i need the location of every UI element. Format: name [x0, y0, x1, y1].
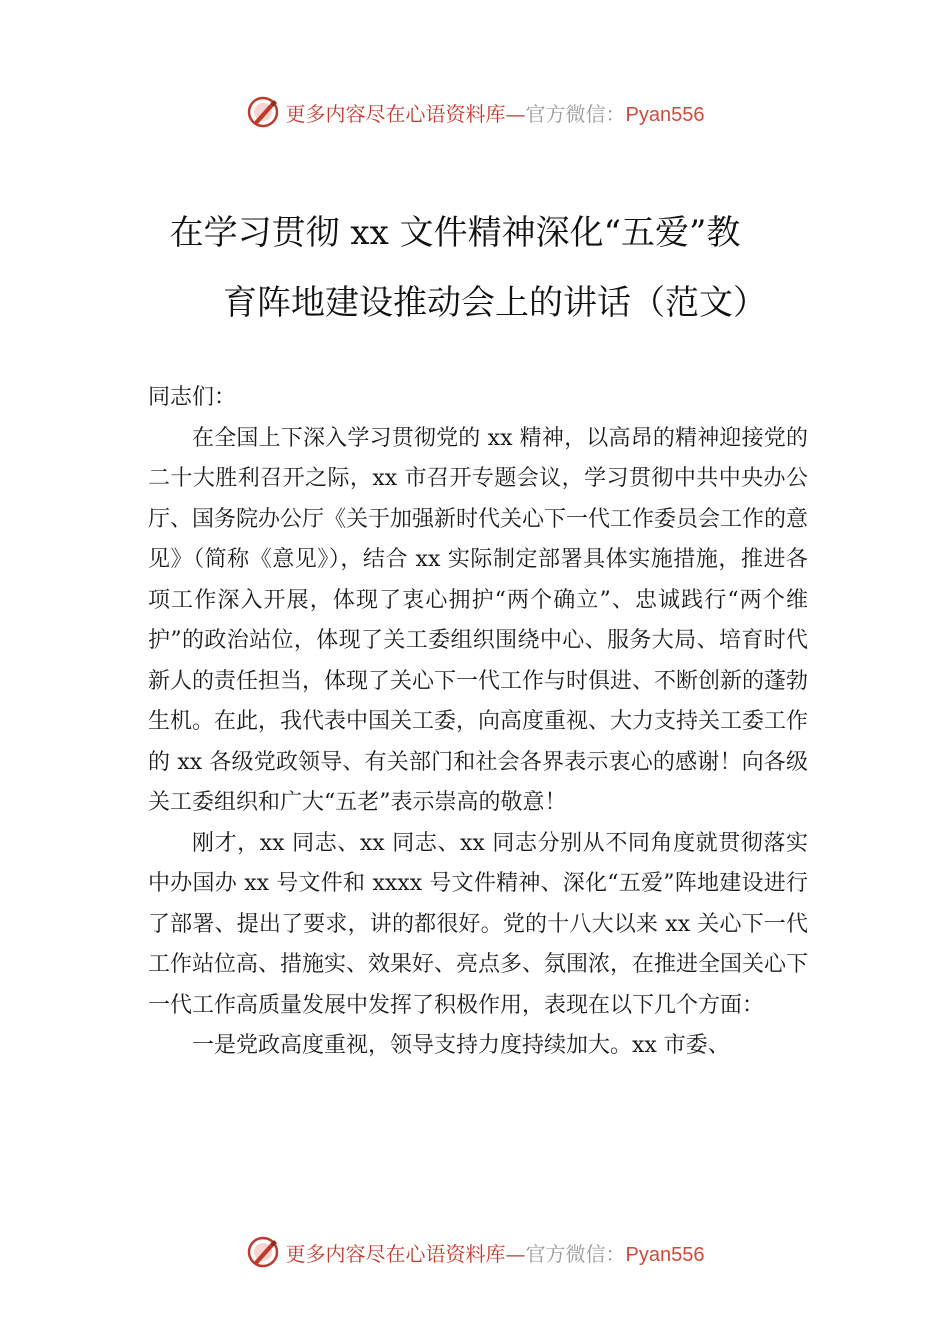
title-line-2: 育阵地建设推动会上的讲话（范文） [223, 283, 767, 323]
header-banner [0, 92, 950, 132]
banner-text [286, 98, 705, 127]
banner-wechat-label: 官方微信： [525, 1241, 626, 1266]
paragraph-1: 在全国上下深入学习贯彻党的 xx 精神，以高昂的精神迎接党的二十大胜利召开之际，xx 市召开专题会议，学习贯彻中共中央办公厅、国务院办公厅《关于加强新时代关心下一代工作委员会工作的意见》（简称《意见》），结合 xx 实际制定部署具体实施措施，推进各项工作深入开展，体现了衷心拥护“两个确立”、忠诚践行“两个维护”的政治站位，体现了关工委组织围绕中心、服务大局、培育时代新人的责任担当，体现了关心下一代工作与时俱进、不断创新的蓬勃生机。在此，我代表中国关工委，向高度重视、大力支持关工委工作的 xx 各级党政领导、有关部门和社会各界表示衷心的感谢！向各级关工委组织和广大“五老”表示崇高的敬意！ [148, 425, 809, 815]
document-body [148, 378, 808, 1067]
banner-text [286, 1238, 705, 1267]
banner-wechat-id: Pyan556 [625, 1243, 705, 1266]
banner-site-name: 更多内容尽在心语资料库 [285, 1241, 506, 1266]
pen-seal-logo-icon [246, 95, 280, 129]
title-line-1: 在学习贯彻 xx 文件精神深化“五爱”教 [169, 213, 741, 253]
banner-dash: — [505, 101, 526, 126]
paragraph-3: 一是党政高度重视，领导支持力度持续加大。xx 市委、 [192, 1033, 730, 1058]
banner-dash: — [505, 1241, 526, 1266]
banner-wechat-id: Pyan556 [625, 103, 705, 126]
banner-wechat-label: 官方微信： [525, 101, 626, 126]
footer-banner [0, 1232, 950, 1272]
pen-seal-logo-icon [246, 1235, 280, 1269]
banner-site-name: 更多内容尽在心语资料库 [285, 101, 506, 126]
paragraph-2: 刚才，xx 同志、xx 同志、xx 同志分别从不同角度就贯彻落实中办国办 xx 号文件和 xxxx 号文件精神、深化“五爱”阵地建设进行了部署、提出了要求，讲的都很好。党的十八大以来 xx 关心下一代工作站位高、措施实、效果好、亮点多、氛围浓，在推进全国关心下一代工作高质量发展中发挥了积极作用，表现在以下几个方面： [148, 830, 809, 1018]
document-title [0, 198, 950, 338]
salutation: 同志们： [148, 385, 237, 410]
